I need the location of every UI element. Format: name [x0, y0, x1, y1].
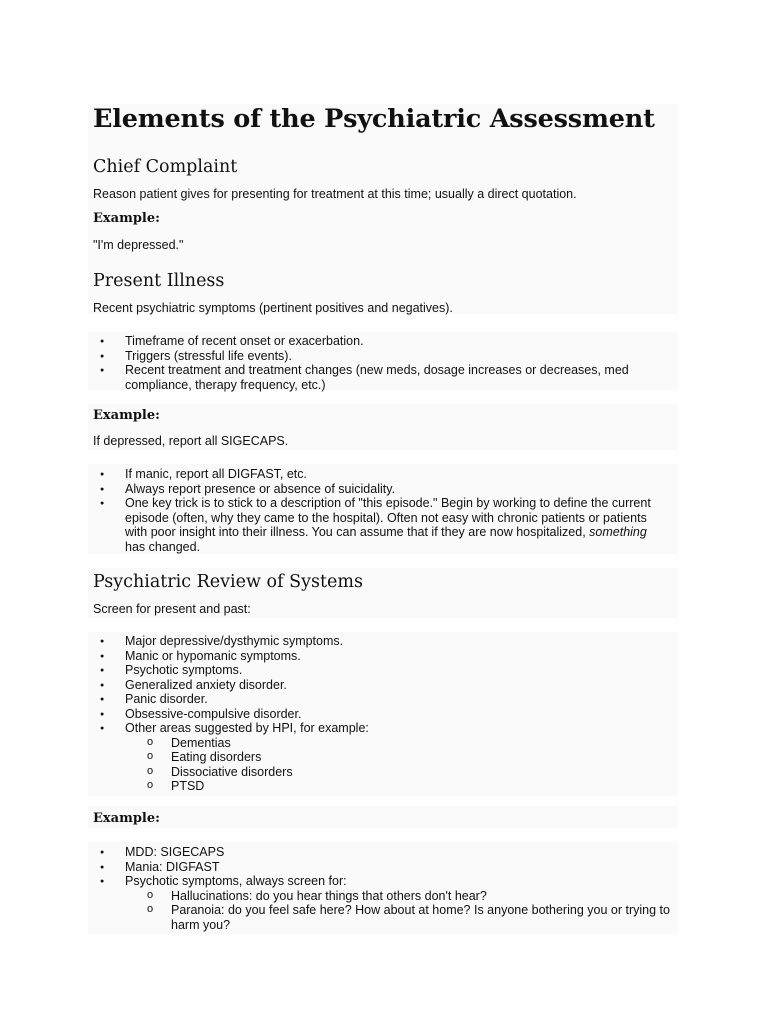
- list-item: ● Generalized anxiety disorder.: [0, 678, 670, 693]
- list-item: ● MDD: SIGECAPS: [0, 845, 670, 860]
- sub-list-item: o Dissociative disorders: [125, 765, 671, 780]
- review-of-systems-list: [0, 634, 680, 794]
- list-item: ● Triggers (stressful life events).: [0, 349, 670, 364]
- trick-end: has changed.: [125, 539, 201, 554]
- present-illness-example-list: [0, 467, 680, 554]
- chief-complaint-example-text: "I'm depressed.": [93, 238, 184, 252]
- list-item: ● Mania: DIGFAST: [0, 860, 670, 875]
- list-item: ● Major depressive/dysthymic symptoms.: [0, 634, 670, 649]
- review-of-systems-example-list: [0, 845, 680, 932]
- list-item-text: Psychotic symptoms, always screen for:: [125, 874, 347, 888]
- sub-list: [125, 889, 670, 933]
- sub-list-item: o Hallucinations: do you hear things that others don't hear?: [125, 889, 671, 904]
- trick-emphasis: something: [589, 525, 647, 539]
- present-illness-list: [0, 334, 680, 392]
- list-item: [0, 874, 670, 932]
- present-illness-example-label: Example:: [93, 408, 160, 423]
- list-item: ● Recent treatment and treatment changes (new meds, dosage increases or decreases, med compliance, therapy frequency, etc.): [0, 363, 670, 392]
- shade-block: [88, 806, 678, 828]
- list-item-text: Other areas suggested by HPI, for example:: [125, 721, 369, 735]
- chief-complaint-description: Reason patient gives for presenting for treatment at this time; usually a direct quotation.: [93, 187, 577, 201]
- review-of-systems-heading: Psychiatric Review of Systems: [93, 572, 363, 592]
- list-item: [0, 721, 670, 794]
- sub-list-item: o PTSD: [125, 779, 671, 794]
- list-item: ● Panic disorder.: [0, 692, 670, 707]
- document-title: Elements of the Psychiatric Assessment: [93, 104, 655, 134]
- sub-list-item: o Paranoia: do you feel safe here? How about at home? Is anyone bothering you or trying to harm you?: [125, 903, 671, 932]
- sub-list-item: o Eating disorders: [125, 750, 671, 765]
- list-item: ● Psychotic symptoms.: [0, 663, 670, 678]
- chief-complaint-example-label: Example:: [93, 211, 160, 226]
- present-illness-heading: Present Illness: [93, 271, 225, 291]
- list-item: ● Always report presence or absence of suicidality.: [0, 482, 670, 497]
- sub-list-item: o Dementias: [125, 736, 671, 751]
- review-of-systems-example-label: Example:: [93, 811, 160, 826]
- present-illness-description: Recent psychiatric symptoms (pertinent positives and negatives).: [93, 301, 453, 315]
- present-illness-example-text: If depressed, report all SIGECAPS.: [93, 434, 289, 448]
- review-of-systems-description: Screen for present and past:: [93, 602, 251, 616]
- chief-complaint-heading: Chief Complaint: [93, 157, 238, 177]
- list-item: ● If manic, report all DIGFAST, etc.: [0, 467, 670, 482]
- list-item: ● Timeframe of recent onset or exacerbation.: [0, 334, 670, 349]
- list-item: [0, 496, 670, 554]
- list-item: ● Manic or hypomanic symptoms.: [0, 649, 670, 664]
- sub-list: [125, 736, 670, 794]
- list-item: ● Obsessive-compulsive disorder.: [0, 707, 670, 722]
- trick-text: One key trick is to stick to a description of "this episode." Begin by working to define the current episode (often, why they came to the hospital). Often not easy with chronic patients or patients with poor insight into their illness. You can assume that if they are now hospitalized,: [125, 496, 651, 539]
